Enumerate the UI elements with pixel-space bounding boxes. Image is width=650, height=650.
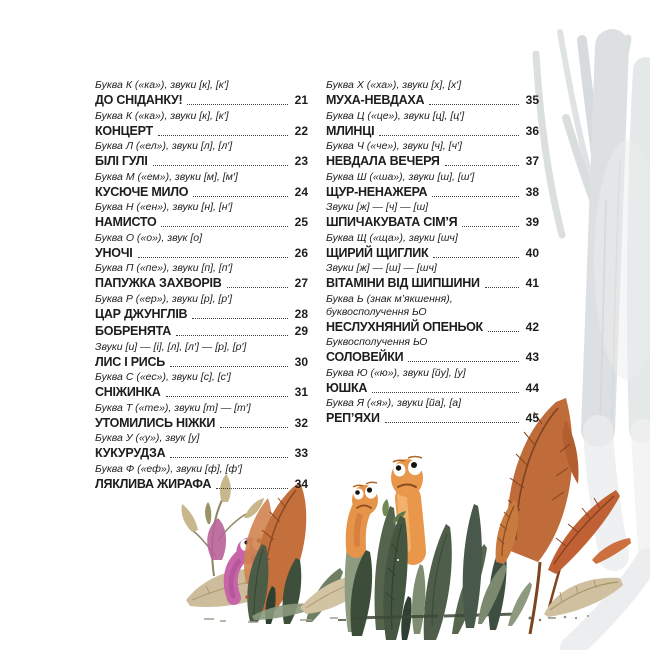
toc-entry-page-number: 42 [525, 319, 539, 334]
toc-entry-label: Буква К («ка»), звуки [к], [к′] [95, 109, 229, 122]
toc-entry-title: РЕП’ЯХИ [326, 411, 380, 425]
toc-entry [326, 293, 539, 336]
toc-entry-label: Буква Ь (знак м’якшення), [326, 292, 453, 305]
toc-entry [95, 201, 308, 231]
dotted-leader [433, 257, 519, 258]
toc-entry-title: НАМИСТО [95, 215, 157, 229]
toc-entry-title: ШПИЧАКУВАТА СІМ’Я [326, 215, 458, 229]
toc-entry-label: Буква Н («ен»), звуки [н], [н′] [95, 201, 233, 213]
toc-entry [326, 171, 539, 201]
toc-entry-title: ЛИС І РИСЬ [95, 354, 166, 369]
dotted-leader [485, 287, 519, 288]
toc-entry-label: Звуки [ж] — [ч] — [ш] [326, 201, 429, 213]
toc-entry-page-number: 40 [525, 245, 539, 260]
toc-entry-label: Буква Ц («це»), звуки [ц], [ц′] [326, 109, 465, 122]
toc-entry-label: Буква Ч («че»), звуки [ч], [ч′] [326, 140, 462, 152]
toc-entry-title: СНІЖИНКА [95, 385, 161, 399]
toc-entry-title: МУХА-НЕВДАХА [326, 93, 425, 107]
dotted-leader [408, 361, 519, 362]
dotted-leader [187, 104, 288, 105]
toc-entry [95, 171, 308, 201]
toc-entry-label: Буква Л («ел»), звуки [л], [л′] [95, 140, 233, 152]
toc-entry [95, 140, 308, 170]
left-plant-cluster [181, 474, 370, 624]
red-speck [245, 595, 248, 598]
toc-entry [326, 201, 539, 231]
toc-entry-label: Буква Р («ер»), звуки [р], [р′] [95, 292, 233, 305]
toc-entry-label-line2: буквосполучення ЬО [326, 305, 427, 318]
toc-entry-label: Звуки [и] — [і], [л], [л′] — [р], [р′] [95, 340, 247, 353]
sage-leaves-right [478, 564, 532, 626]
toc-column-right [326, 79, 539, 493]
toc-entry [326, 140, 539, 170]
toc-entry-label: Буква К («ка»), звуки [к], [к′] [95, 79, 229, 91]
toc-entry [95, 293, 308, 323]
dotted-leader [166, 396, 289, 397]
dotted-leader [138, 257, 288, 258]
dotted-leader [432, 196, 519, 197]
toc-entry [95, 232, 308, 262]
toc-entry-label: Буква С («ес»), звуки [с], [с′] [95, 371, 231, 383]
toc-entry-title: ЩИРИЙ ЩИГЛИК [326, 245, 429, 260]
toc-entry-title: ВІТАМІНИ ВІД ШИПШИНИ [326, 276, 480, 290]
toc-entry-page-number: 37 [525, 154, 539, 168]
tree-silhouette [536, 32, 650, 648]
toc-entry-page-number: 43 [525, 350, 539, 364]
toc-entry-label: Буква Т («те»), звуки [т] — [т′] [95, 401, 251, 414]
toc-entry-label: Буква Ш («ша»), звуки [ш], [ш′] [326, 170, 475, 183]
toc-entry-title: УТОМИЛИСЬ НІЖКИ [95, 415, 216, 430]
toc-column-left [95, 79, 308, 493]
toc-entry-page-number: 24 [294, 184, 308, 199]
toc-entry-label: Буква Х («ха»), звуки [х], [х′] [326, 79, 462, 91]
dotted-leader [170, 457, 288, 458]
toc-entry-title: БІЛІ ГУЛІ [95, 154, 148, 168]
toc-entry-label: Буква Щ («ща»), звуки [шч] [326, 231, 458, 244]
dotted-leader [170, 366, 288, 367]
toc-entry-page-number: 28 [294, 306, 308, 321]
dotted-leader [462, 226, 519, 227]
toc-entry [326, 367, 539, 397]
toc-entry-label: Буква О («о»), звук [о] [95, 231, 203, 244]
toc-entry-title: СОЛОВЕЙКИ [326, 350, 404, 364]
dotted-leader [429, 104, 519, 105]
toc-entry [95, 432, 308, 462]
toc-entry-label: Буквосполучення ЬО [326, 336, 428, 348]
toc-entry [326, 232, 539, 262]
toc-entry [95, 341, 308, 371]
toc-entry-page-number: 33 [294, 446, 308, 460]
toc-entry-label: Буква Ю («ю»), звуки [йу], [у] [326, 366, 466, 379]
toc-entry-page-number: 44 [525, 380, 539, 395]
toc-entry-title: ПАПУЖКА ЗАХВОРІВ [95, 276, 222, 290]
dotted-leader [385, 422, 519, 423]
toc-entry-page-number: 41 [525, 276, 539, 290]
toc-entry-page-number: 36 [525, 123, 539, 138]
toc-entry-title: ЛЯКЛИВА ЖИРАФА [95, 476, 212, 491]
toc-entry-page-number: 45 [525, 411, 539, 425]
toc-entry-title: КОНЦЕРТ [95, 123, 153, 138]
toc-entry [95, 110, 308, 140]
toc-entry-page-number: 39 [525, 215, 539, 229]
toc-entry [95, 463, 308, 493]
toc-entry-title: ДО СНІДАНКУ! [95, 93, 183, 107]
toc-entry [326, 262, 539, 292]
toc-entry [95, 402, 308, 432]
dotted-leader [220, 427, 288, 428]
toc-entry-page-number: 38 [525, 184, 539, 199]
toc-entry [326, 110, 539, 140]
toc-entry-label: Буква У («у»), звук [у] [95, 432, 200, 444]
toc-entry-page-number: 30 [294, 354, 308, 369]
dotted-leader [379, 135, 519, 136]
toc-entry-label: Звуки [ж] — [ш] — [шч] [326, 262, 437, 274]
toc-entry [326, 336, 539, 366]
dotted-leader [161, 226, 288, 227]
toc-entry-page-number: 23 [294, 154, 308, 168]
dotted-leader [216, 488, 288, 489]
toc-entry-page-number: 31 [294, 385, 308, 399]
toc-entry-label: Буква П («пе»), звуки [п], [п′] [95, 262, 233, 274]
dotted-leader [192, 318, 288, 319]
dotted-leader [445, 165, 519, 166]
toc-entry-title: ЩУР-НЕНАЖЕРА [326, 184, 428, 199]
toc-entry-title: ЮШКА [326, 380, 368, 395]
toc-entry-title: НЕСЛУХНЯНИЙ ОПЕНЬОК [326, 319, 483, 334]
toc-entry-page-number: 22 [294, 123, 308, 138]
toc-entry-title: НЕВДАЛА ВЕЧЕРЯ [326, 154, 440, 168]
toc-entry-title: УНОЧІ [95, 245, 133, 260]
dotted-leader [488, 331, 519, 332]
toc-entry [95, 79, 308, 109]
toc-entry-page-number: 29 [294, 324, 308, 338]
dotted-leader [153, 165, 288, 166]
dotted-leader [158, 135, 288, 136]
dotted-leader [176, 335, 288, 336]
dotted-leader [227, 287, 288, 288]
toc-entry-label: Буква Я («я»), звуки [йа], [а] [326, 397, 462, 409]
toc-entry-page-number: 26 [294, 245, 308, 260]
small-orange-leaf [496, 500, 519, 564]
toc-entry-page-number: 35 [525, 93, 539, 107]
toc-entry-title: БОБРЕНЯТА [95, 324, 172, 338]
toc-entry-title: КУКУРУДЗА [95, 446, 166, 460]
dotted-leader [193, 196, 288, 197]
toc-entry [326, 79, 539, 109]
toc-entry-title: КУСЮЧЕ МИЛО [95, 184, 189, 199]
toc-entry [326, 397, 539, 427]
pink-leaf [207, 518, 226, 560]
toc-entry-label: Буква Ф («еф»), звуки [ф], [ф′] [95, 462, 243, 475]
toc-entry-page-number: 21 [294, 93, 308, 107]
toc-entry [95, 371, 308, 401]
toc-entry-page-number: 27 [294, 276, 308, 290]
toc-entry [95, 262, 308, 292]
table-of-contents [95, 79, 539, 493]
dotted-leader [372, 392, 519, 393]
toc-entry [95, 323, 308, 340]
toc-entry-page-number: 34 [294, 476, 308, 491]
toc-entry-title: МЛИНЦІ [326, 123, 375, 138]
toc-entry-page-number: 25 [294, 215, 308, 229]
toc-entry-label: Буква М («ем»), звуки [м], [м′] [95, 170, 238, 183]
green-leaf [463, 504, 482, 628]
toc-entry-title: ЦАР ДЖУНГЛІВ [95, 306, 188, 321]
toc-entry-page-number: 32 [294, 415, 308, 430]
